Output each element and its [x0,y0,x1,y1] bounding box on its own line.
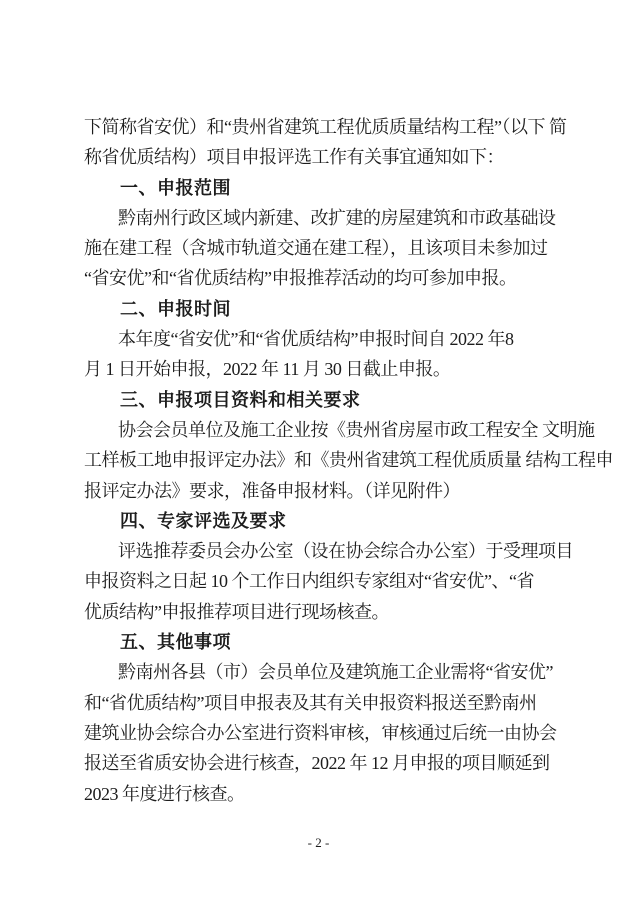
document-line: 黔南州行政区域内新建、改扩建的房屋建筑和市政基础设 [118,207,556,228]
document-line: 2023 年度进行核查。 [84,783,245,804]
intro-line: 称省优质结构）项目申报评选工作有关事宜通知如下： [84,147,504,168]
document-line: 黔南州各县（市）会员单位及建筑施工企业需将“省安优” [118,662,553,683]
document-line: “省安优”和“省优质结构”申报推荐活动的均可参加申报。 [84,268,517,289]
section-heading-5: 五、其他事项 [120,632,231,653]
document-line: 月 1 日开始申报，2022 年 11 月 30 日截止申报。 [84,359,451,380]
document-line: 报评定办法》要求，准备申报材料。（详见附件） [84,480,460,501]
section-heading-4: 四、专家评选及要求 [120,510,287,531]
document-line: 工样板工地申报评定办法》和《贵州省建筑工程优质质量 结构工程申 [84,450,613,471]
document-line: 协会会员单位及施工企业按《贵州省房屋市政工程安全 文明施 [118,419,595,440]
section-heading-2: 二、申报时间 [120,298,231,319]
document-line: 本年度“省安优”和“省优质结构”申报时间自 2022 年8 [118,329,514,350]
document-body [84,112,613,809]
section-heading-3: 三、申报项目资料和相关要求 [120,389,361,410]
section-heading-1: 一、申报范围 [120,177,231,198]
document-line: 申报资料之日起 10 个工作日内组织专家组对“省安优”、“省 [84,571,534,592]
document-line: 评选推荐委员会办公室（设在协会综合办公室）于受理项目 [118,541,573,562]
document-line: 优质结构”申报推荐项目进行现场核查。 [84,601,389,622]
document-line: 施在建工程（含城市轨道交通在建工程），且该项目未参加过 [84,238,548,259]
page-number: - 2 - [307,835,330,850]
intro-line: 下简称省安优）和“贵州省建筑工程优质质量结构工程”（以下 简 [84,117,567,137]
document-line: 和“省优质结构”项目申报表及其有关申报资料报送至黔南州 [84,692,537,713]
document-line: 建筑业协会综合办公室进行资料审核，审核通过后统一由协会 [84,722,557,743]
document-line: 报送至省质安协会进行核查，2022 年 12 月申报的项目顺延到 [84,753,550,774]
